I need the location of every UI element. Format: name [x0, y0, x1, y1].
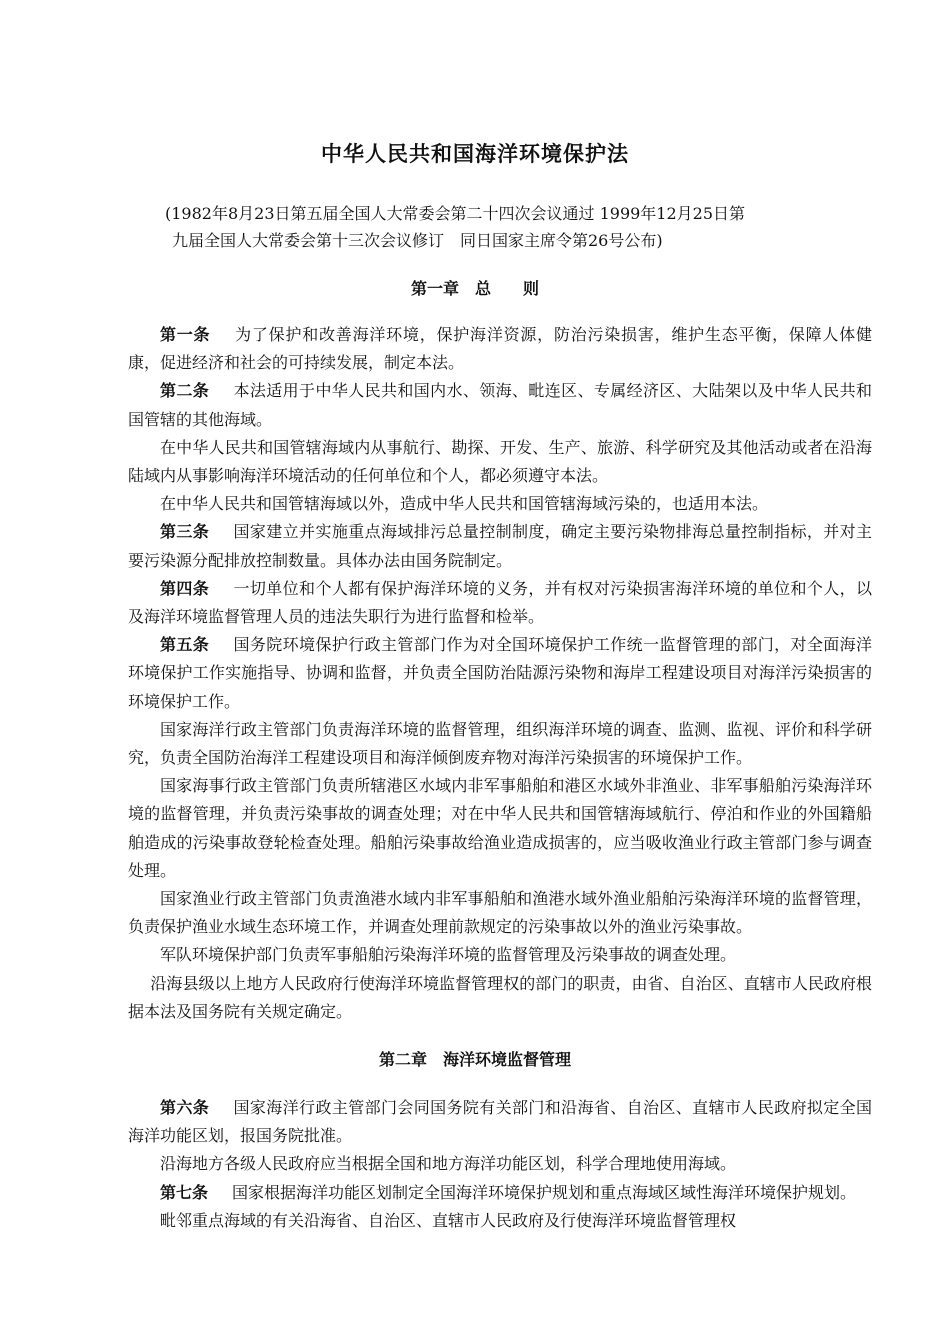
- document-title: 中华人民共和国海洋环境保护法: [321, 141, 629, 166]
- paragraph-text: 国家建立并实施重点海域排污总量控制制度，确定主要污染物排海总量控制指标，并对主要污染源分配排放控制数量。具体办法由国务院制定。: [128, 522, 872, 570]
- paragraph-text: 毗邻重点海域的有关沿海省、自治区、直辖市人民政府及行使海洋环境监督管理权: [160, 1210, 737, 1230]
- enactment-note-line-1: (1982年8月23日第五届全国人大常委会第二十四次会议通过 1999年12月25日第: [165, 204, 746, 223]
- article-number: 第三条: [160, 522, 210, 542]
- paragraph-text: 为了保护和改善海洋环境，保护海洋资源，防治污染损害，维护生态平衡，保障人体健康，促进经济和社会的可持续发展，制定本法。: [128, 325, 872, 373]
- paragraph: [128, 377, 872, 433]
- paragraph-text: 国家海洋行政主管部门会同国务院有关部门和沿海省、自治区、直辖市人民政府拟定全国海洋功能区划，报国务院批准。: [128, 1098, 872, 1146]
- article-number: 第一条: [160, 325, 211, 344]
- paragraph: [128, 885, 872, 941]
- article-number: 第五条: [160, 635, 210, 655]
- paragraph: [128, 434, 872, 490]
- paragraph-text: 国家根据海洋功能区划制定全国海洋环境保护规划和重点海域区域性海洋环境保护规划。: [232, 1182, 857, 1202]
- article-number: 第六条: [160, 1098, 210, 1117]
- paragraph: [128, 575, 872, 631]
- paragraph-text: 沿海县级以上地方人民政府行使海洋环境监督管理权的部门的职责，由省、自治区、直辖市人民政府根据本法及国务院有关规定确定。: [128, 973, 872, 1021]
- paragraph: [128, 490, 872, 518]
- paragraph: [128, 1150, 872, 1178]
- paragraph-text: 沿海地方各级人民政府应当根据全国和地方海洋功能区划，科学合理地使用海域。: [160, 1154, 737, 1174]
- paragraph-text: 一切单位和个人都有保护海洋环境的义务，并有权对污染损害海洋环境的单位和个人，以及海洋环境监督管理人员的违法失职行为进行监督和检举。: [128, 578, 872, 627]
- paragraph: [128, 631, 872, 716]
- chapter-1-heading: 第一章 总 则: [410, 279, 539, 298]
- paragraph-text: 在中华人民共和国管辖海域以外，造成中华人民共和国管辖海域污染的，也适用本法。: [160, 494, 769, 514]
- paragraph-text: 国家海事行政主管部门负责所辖港区水域内非军事船舶和港区水域外非渔业、非军事船舶污染海洋环境的监督管理，并负责污染事故的调查处理；对在中华人民共和国管辖海域航行、停泊和作业的外国籍船舶造成的污染事故登轮检查处理。船舶污染事故给渔业造成损害的，应当吸收渔业行政主管部门参与调查处理。: [128, 776, 872, 880]
- article-number: 第四条: [160, 578, 210, 598]
- article-number: 第七条: [160, 1182, 209, 1202]
- paragraph-text: 国务院环境保护行政主管部门作为对全国环境保护工作统一监督管理的部门，对全面海洋环境保护工作实施指导、协调和监督，并负责全国防治陆源污染物和海岸工程建设项目对海洋污染损害的环境保护工作。: [128, 635, 872, 711]
- chapter-2-body: [128, 1094, 872, 1235]
- paragraph-text: 本法适用于中华人民共和国内水、领海、毗连区、专属经济区、大陆架以及中华人民共和国管辖的其他海域。: [128, 381, 872, 429]
- article-number: 第二条: [160, 381, 210, 401]
- paragraph: [128, 1094, 872, 1150]
- paragraph: [128, 970, 872, 1026]
- paragraph-text: 军队环境保护部门负责军事船舶污染海洋环境的监督管理及污染事故的调查处理。: [160, 945, 737, 965]
- paragraph-text: 在中华人民共和国管辖海域内从事航行、勘探、开发、生产、旅游、科学研究及其他活动或者在沿海陆域内从事影响海洋环境活动的任何单位和个人，都必须遵守本法。: [128, 437, 872, 486]
- chapter-2-heading: 第二章 海洋环境监督管理: [378, 1050, 571, 1069]
- paragraph: [128, 772, 872, 885]
- paragraph: [128, 1179, 872, 1207]
- enactment-note: [165, 200, 885, 254]
- paragraph: [128, 941, 872, 969]
- paragraph-text: 国家海洋行政主管部门负责海洋环境的监督管理，组织海洋环境的调查、监测、监视、评价和科学研究，负责全国防治海洋工程建设项目和海洋倾倒废弃物对海洋污染损害的环境保护工作。: [128, 719, 872, 768]
- enactment-note-line-2: 九届全国人大常委会第十三次会议修订 同日国家主席令第26号公布): [172, 231, 663, 250]
- paragraph: [128, 716, 872, 772]
- paragraph: [128, 1207, 872, 1235]
- chapter-1-body: [128, 321, 872, 1026]
- paragraph-text: 国家渔业行政主管部门负责渔港水域内非军事船舶和渔港水域外渔业船舶污染海洋环境的监督管理，负责保护渔业水域生态环境工作，并调查处理前款规定的污染事故以外的渔业污染事故。: [128, 889, 872, 937]
- paragraph: [128, 321, 872, 377]
- paragraph: [128, 518, 872, 574]
